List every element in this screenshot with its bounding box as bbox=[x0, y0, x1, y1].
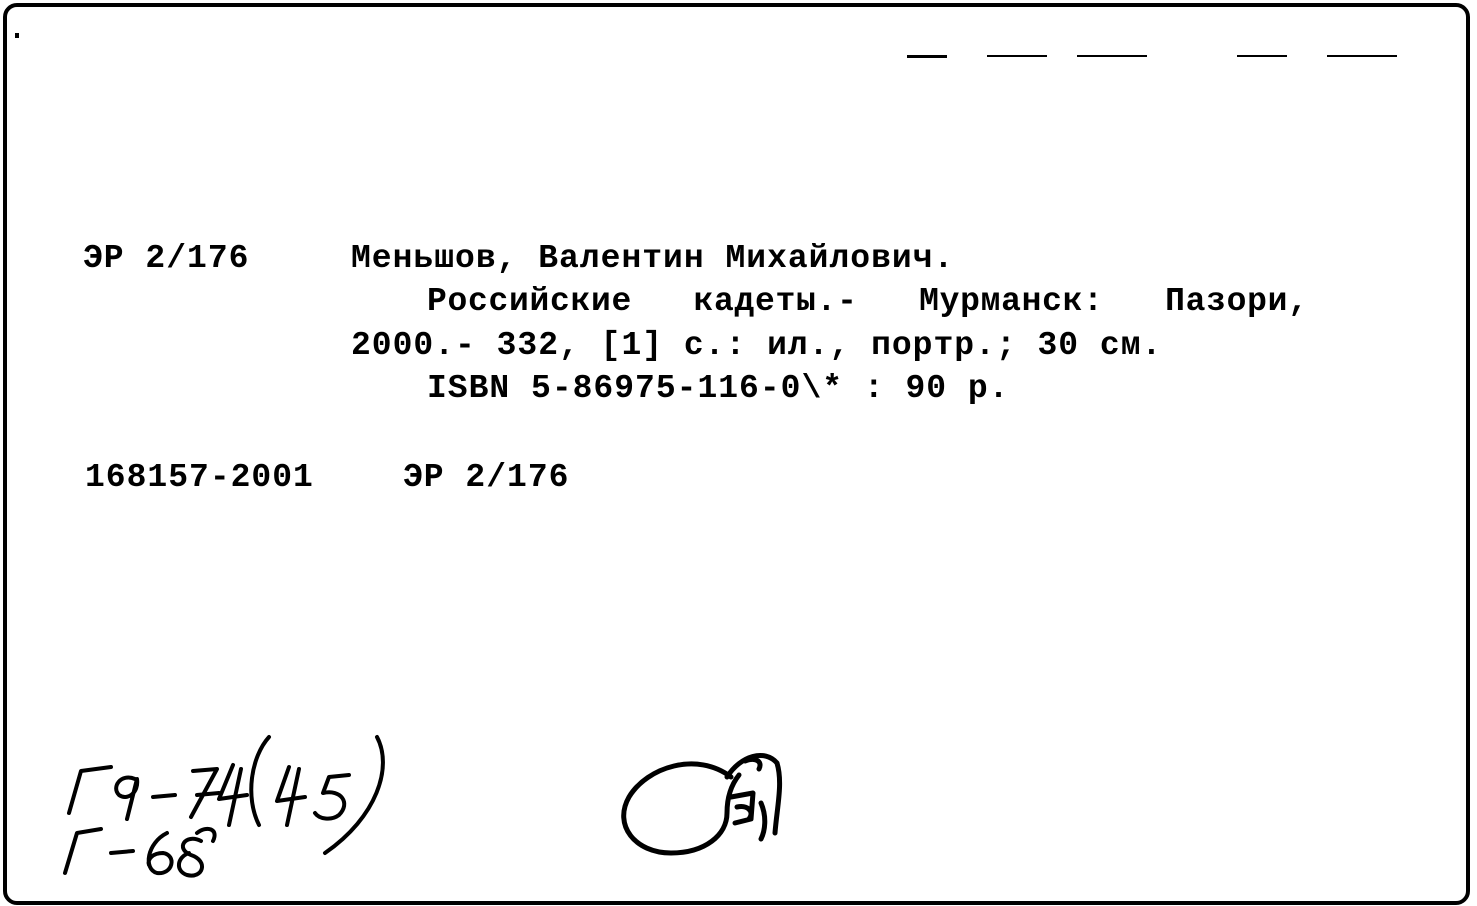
imprint-line: 2000.- 332, [1] с.: ил., портр.; 30 см. bbox=[351, 327, 1163, 364]
title-line: Российские кадеты.- Мурманск: Пазори, bbox=[427, 283, 1309, 320]
author-heading: Меньшов, Валентин Михайлович. bbox=[351, 240, 955, 277]
catalog-card bbox=[3, 3, 1470, 905]
handwritten-initial-seal bbox=[7, 7, 1466, 901]
accession-shelfmark: ЭР 2/176 bbox=[403, 459, 570, 496]
isbn-line: ISBN 5-86975-116-0\* : 90 р. bbox=[427, 370, 1010, 407]
shelfmark: ЭР 2/176 bbox=[83, 240, 250, 277]
accession-number: 168157-2001 bbox=[85, 459, 314, 496]
